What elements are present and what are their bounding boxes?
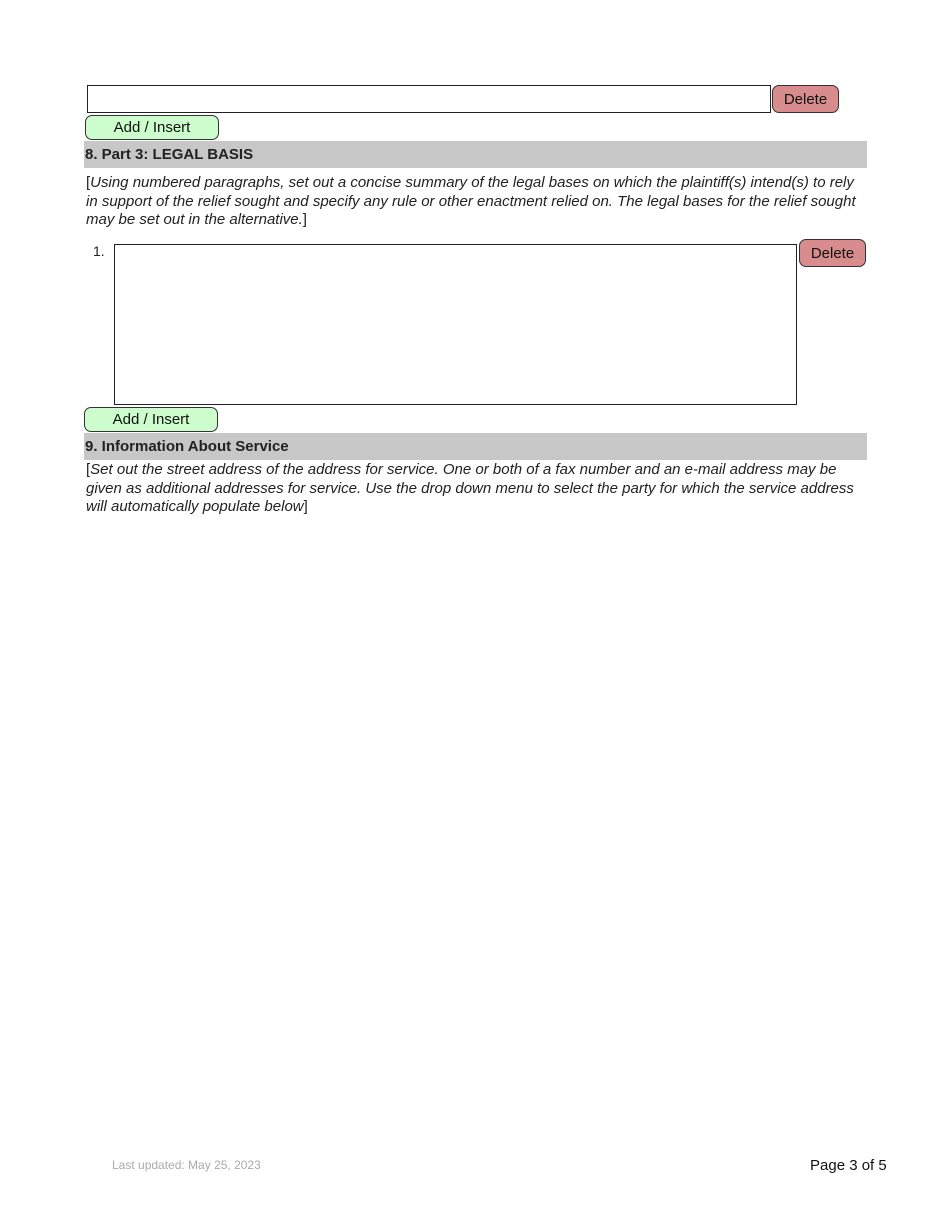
- section-9-header: 9. Information About Service: [84, 433, 867, 460]
- instruction-close-bracket: ]: [302, 211, 307, 228]
- last-updated-note: Last updated: May 25, 2023: [112, 1158, 261, 1172]
- section-9-instructions: [86, 461, 866, 517]
- legal-basis-add-insert-button[interactable]: Add / Insert: [84, 407, 218, 432]
- legal-basis-delete-button[interactable]: Delete: [799, 239, 866, 267]
- previous-item-text-field[interactable]: [87, 85, 771, 113]
- instruction-open-bracket: [: [86, 174, 91, 191]
- previous-add-insert-button[interactable]: Add / Insert: [85, 115, 219, 140]
- instruction-open-bracket: [: [86, 461, 91, 478]
- section-8-header: 8. Part 3: LEGAL BASIS: [84, 141, 867, 168]
- legal-basis-textarea[interactable]: [114, 244, 797, 405]
- instruction-close-bracket: ]: [303, 498, 308, 515]
- legal-basis-item-number: 1.: [93, 243, 105, 259]
- instruction-text: Using numbered paragraphs, set out a concise summary of the legal bases on which the plaintiff(s) intend(s) to rely in support of the relief sought and specify any rule or other enactment relied on. The legal bases for the relief sought may be set out in the alternative.: [86, 174, 856, 228]
- page-number: Page 3 of 5: [810, 1157, 887, 1174]
- previous-item-delete-button[interactable]: Delete: [772, 85, 839, 113]
- instruction-text: Set out the street address of the address for service. One or both of a fax number and an e-mail address may be given as additional addresses for service. Use the drop down menu to select the party for which the service address will automatically populate below: [86, 461, 854, 515]
- section-8-instructions: [86, 174, 866, 230]
